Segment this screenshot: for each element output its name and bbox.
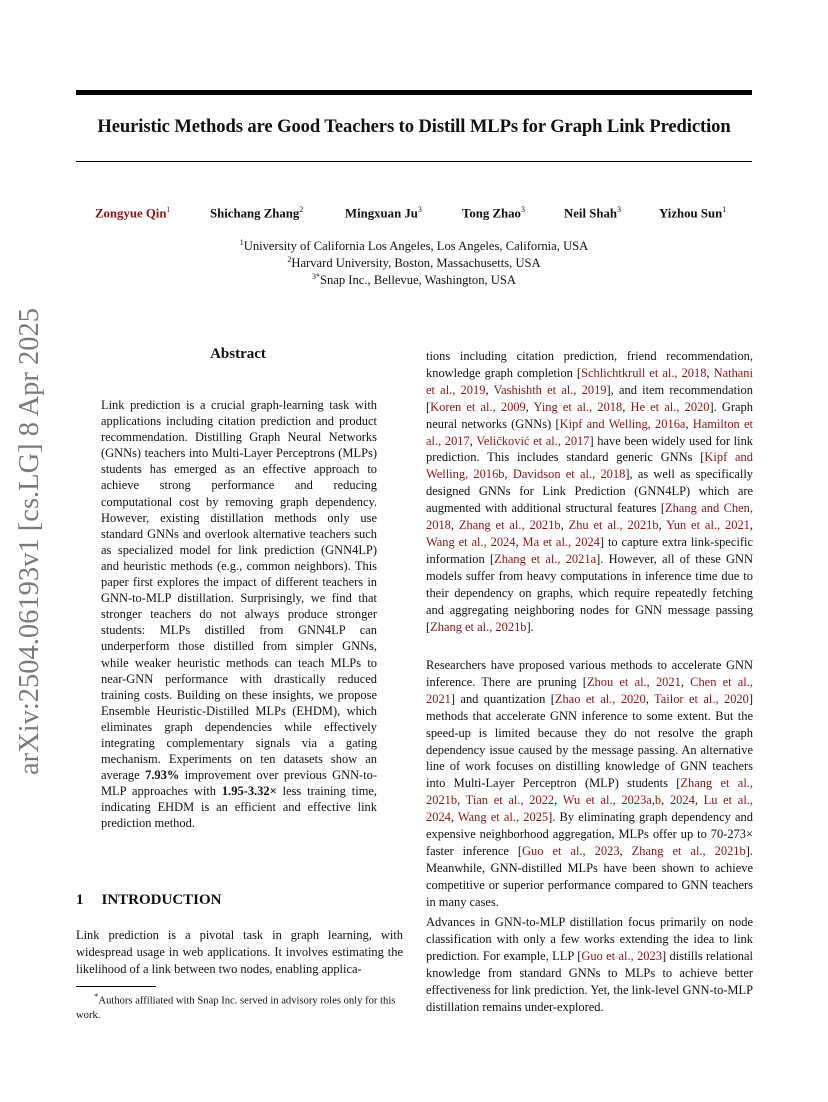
citation-link[interactable]: Zhou et al., 2021 <box>586 674 681 689</box>
paragraph-text: ] and quantization [ <box>450 691 555 706</box>
paragraph-text: , <box>694 793 704 808</box>
paragraph-text: , <box>469 433 477 448</box>
paragraph-text: , <box>515 534 523 549</box>
author-1: Zongyue Qin$^1$ <box>95 205 171 221</box>
citation-link[interactable]: 2024 <box>669 793 695 808</box>
citation-link[interactable]: Kipf and Welling, 2016b <box>426 450 753 482</box>
citation-link[interactable]: Hamilton et al., 2017 <box>426 416 753 448</box>
paragraph-text: , <box>685 416 693 431</box>
paragraph-text: , <box>560 518 569 533</box>
paragraph-text: , <box>658 518 667 533</box>
citation-link[interactable]: Davidson et al., 2018 <box>512 467 626 482</box>
title-bottom-rule <box>76 161 752 162</box>
paragraph-text: ] distills relational knowledge from standard GNNs to MLPs to achieve better effectiveness for link prediction. Yet, the link-level GNN-to-MLP distillation remains under-explored. <box>426 948 754 1014</box>
affiliation-1: $^1$University of California Los Angeles, Los Angeles, California, USA <box>239 238 589 254</box>
affiliation-2: $^2$Harvard University, Boston, Massachusetts, USA <box>287 255 541 271</box>
citation-link[interactable]: Wu et al., 2023a <box>562 793 652 808</box>
arxiv-stamp: arXiv:2504.06193v1 [cs.LG] 8 Apr 2025 <box>14 307 45 775</box>
abstract-bold-speedup: 1.95-3.32× <box>221 784 277 799</box>
citation-link[interactable]: Kipf and Welling, 2016a <box>559 416 686 431</box>
col2-paragraph-1 <box>426 348 753 635</box>
paragraph-text: ], and item recommendation [ <box>426 382 753 414</box>
paragraph-text: , <box>450 810 458 825</box>
paragraph-text: , <box>645 691 655 706</box>
paragraph-text: Researchers have proposed various methods to accelerate GNN inference. There are pruning [ <box>426 658 753 689</box>
paragraph-text: ]. <box>526 619 534 634</box>
citation-link[interactable]: Wang et al., 2024 <box>426 534 516 549</box>
author-2: Shichang Zhang$^2$ <box>210 205 304 221</box>
paragraph-text: , <box>661 793 670 808</box>
paragraph-text: ] methods that accelerate GNN inference to some extent. But the speed-up is limited because they do not resolve the graph dependency issue caused by the message passing. An alternative line of work focuses on distilling knowledge of GNN teachers into Multi-Layer Perceptron (MLP) students [ <box>426 691 754 791</box>
citation-link[interactable]: Nathani et al., 2019 <box>426 365 753 397</box>
citation-link[interactable]: Zhang et al., 2021b <box>430 619 527 634</box>
citation-link[interactable]: Zhang et al., 2021b <box>458 518 561 533</box>
paper-title: Heuristic Methods are Good Teachers to Distill MLPs for Graph Link Prediction <box>97 116 731 137</box>
paragraph-text: ] have been widely used for link prediction. This includes standard generic GNNs [ <box>426 433 754 465</box>
paragraph-text: ]. However, all of these GNN models suffer from heavy computations in inference time due to their dependency on graphs, which require repeatedly fetching and aggregating neighboring nodes for GNN message passing [ <box>426 551 753 634</box>
footnote: *Authors affiliated with Snap Inc. served in advisory roles only for this work. <box>76 991 396 1022</box>
paragraph-text: , <box>485 382 494 397</box>
paragraph-text: ]. Graph neural networks (GNNs) [ <box>426 399 753 431</box>
paragraph-text: , <box>457 793 466 808</box>
citation-link[interactable]: Wang et al., 2025 <box>457 810 549 825</box>
citation-link[interactable]: Zhang et al., 2021a <box>494 551 597 566</box>
paragraph-text: , <box>504 467 513 482</box>
title-top-rule <box>76 90 752 95</box>
paragraph-text: , <box>619 843 632 858</box>
citation-link[interactable]: Ying et al., 2018 <box>533 399 623 414</box>
citation-link[interactable]: Zhu et al., 2021b <box>568 518 659 533</box>
paragraph-text: tions including citation prediction, friend recommendation, knowledge graph completion [ <box>426 349 753 380</box>
author-4: Tong Zhao$^3$ <box>462 205 525 221</box>
paragraph-text: ]. Meanwhile, GNN-distilled MLPs have been shown to achieve competitive or superior performance compared to GNN teachers in many cases. <box>426 843 754 909</box>
paragraph-text: , <box>622 399 631 414</box>
author-3: Mingxuan Ju$^3$ <box>345 205 422 221</box>
citation-link[interactable]: Koren et al., 2009 <box>430 399 526 414</box>
citation-link[interactable]: Tailor et al., 2020 <box>654 691 749 706</box>
author-6: Yizhou Sun$^1$ <box>659 205 727 221</box>
citation-link[interactable]: He et al., 2020 <box>630 399 710 414</box>
affiliation-3: $^{3*}$Snap Inc., Bellevue, Washington, USA <box>311 272 517 288</box>
paragraph-text: ]. By eliminating graph dependency and expensive neighborhood aggregation, MLPs offer up to 70-273× faster inference [ <box>426 810 753 858</box>
footnote-rule <box>76 986 156 987</box>
citation-link[interactable]: Veličković et al., 2017 <box>476 433 590 448</box>
paragraph-text: , <box>706 365 714 380</box>
paragraph-text: , <box>525 399 534 414</box>
citation-link[interactable]: Vashishth et al., 2019 <box>493 382 607 397</box>
citation-link[interactable]: Tian et al., 2022 <box>465 793 555 808</box>
citation-link[interactable]: b <box>654 793 662 808</box>
col2-paragraph-3 <box>426 914 753 1015</box>
citation-link[interactable]: Guo et al., 2023 <box>581 948 662 963</box>
paragraph-text: , <box>554 793 563 808</box>
intro-paragraph: Link prediction is a pivotal task in graph learning, with widespread usage in web applications. It involves estimating the likelihood of a link between two nodes, enabling applica- <box>76 928 403 976</box>
abstract-bold-improvement: 7.93% <box>145 768 180 783</box>
paragraph-text: , <box>749 518 753 533</box>
citation-link[interactable]: Yun et al., 2021 <box>666 518 750 533</box>
abstract-body: Link prediction is a crucial graph-learning task with applications including citation prediction and product recommendation. Distilling Graph Neural Networks (GNNs) teachers into Multi-Layer Perceptrons (MLPs) students has emerged as an effective approach to achieve strong performance and reducing computational cost by removing graph dependency. However, existing distillation methods only use standard GNNs and overlook alternative teachers such as specialized model for link prediction (GNN4LP) and heuristic methods (e.g., common neighbors). This paper first explores the impact of different teachers in GNN-to-MLP distillation. Surprisingly, we find that stronger teachers do not always produce stronger students: MLPs distilled from GNN4LP can underperform those distilled from simpler GNNs, while weaker heuristic methods can teach MLPs to near-GNN performance with drastically reduced training costs. Building on these insights, we propose Ensemble Heuristic-Distilled MLPs (EHDM), which eliminates graph dependencies while effectively integrating complementary signals via a gating mechanism. Experiments on ten datasets show an average 7.93% improvement over previous GNN-to-MLP approaches with 1.95-3.32× less training time, indicating EHDM is an efficient and effective link prediction method. <box>101 398 378 831</box>
abstract-heading: Abstract <box>210 346 266 362</box>
citation-link[interactable]: Zhang et al., 2021b <box>631 843 746 858</box>
paragraph-text: , <box>680 674 691 689</box>
citation-link[interactable]: Chen et al., 2021 <box>426 674 753 706</box>
citation-link[interactable]: Lu et al., 2024 <box>426 793 754 825</box>
citation-link[interactable]: Zhang et al., 2021b <box>426 776 753 808</box>
citation-link[interactable]: Ma et al., 2024 <box>522 534 600 549</box>
citation-link[interactable]: Zhao et al., 2020 <box>554 691 646 706</box>
citation-link[interactable]: Schlichtkrull et al., 2018 <box>581 365 707 380</box>
paragraph-text: Advances in GNN-to-MLP distillation focus primarily on node classification with only a few works extending the idea to link prediction. For example, LLP [ <box>426 915 753 963</box>
paragraph-text: , <box>450 518 459 533</box>
col2-paragraph-2 <box>426 657 753 911</box>
paragraph-text: , <box>651 793 655 808</box>
paragraph-text: ] to capture extra link-specific information [ <box>426 534 754 566</box>
paragraph-text: ], as well as specifically designed GNNs for Link Prediction (GNN4LP) which are augmented with additional structural features [ <box>426 467 754 516</box>
citation-link[interactable]: Guo et al., 2023 <box>522 843 620 858</box>
citation-link[interactable]: Zhang and Chen, 2018 <box>426 501 753 533</box>
author-5: Neil Shah$^3$ <box>564 205 621 221</box>
section-heading-introduction: 1 INTRODUCTION <box>76 892 222 908</box>
